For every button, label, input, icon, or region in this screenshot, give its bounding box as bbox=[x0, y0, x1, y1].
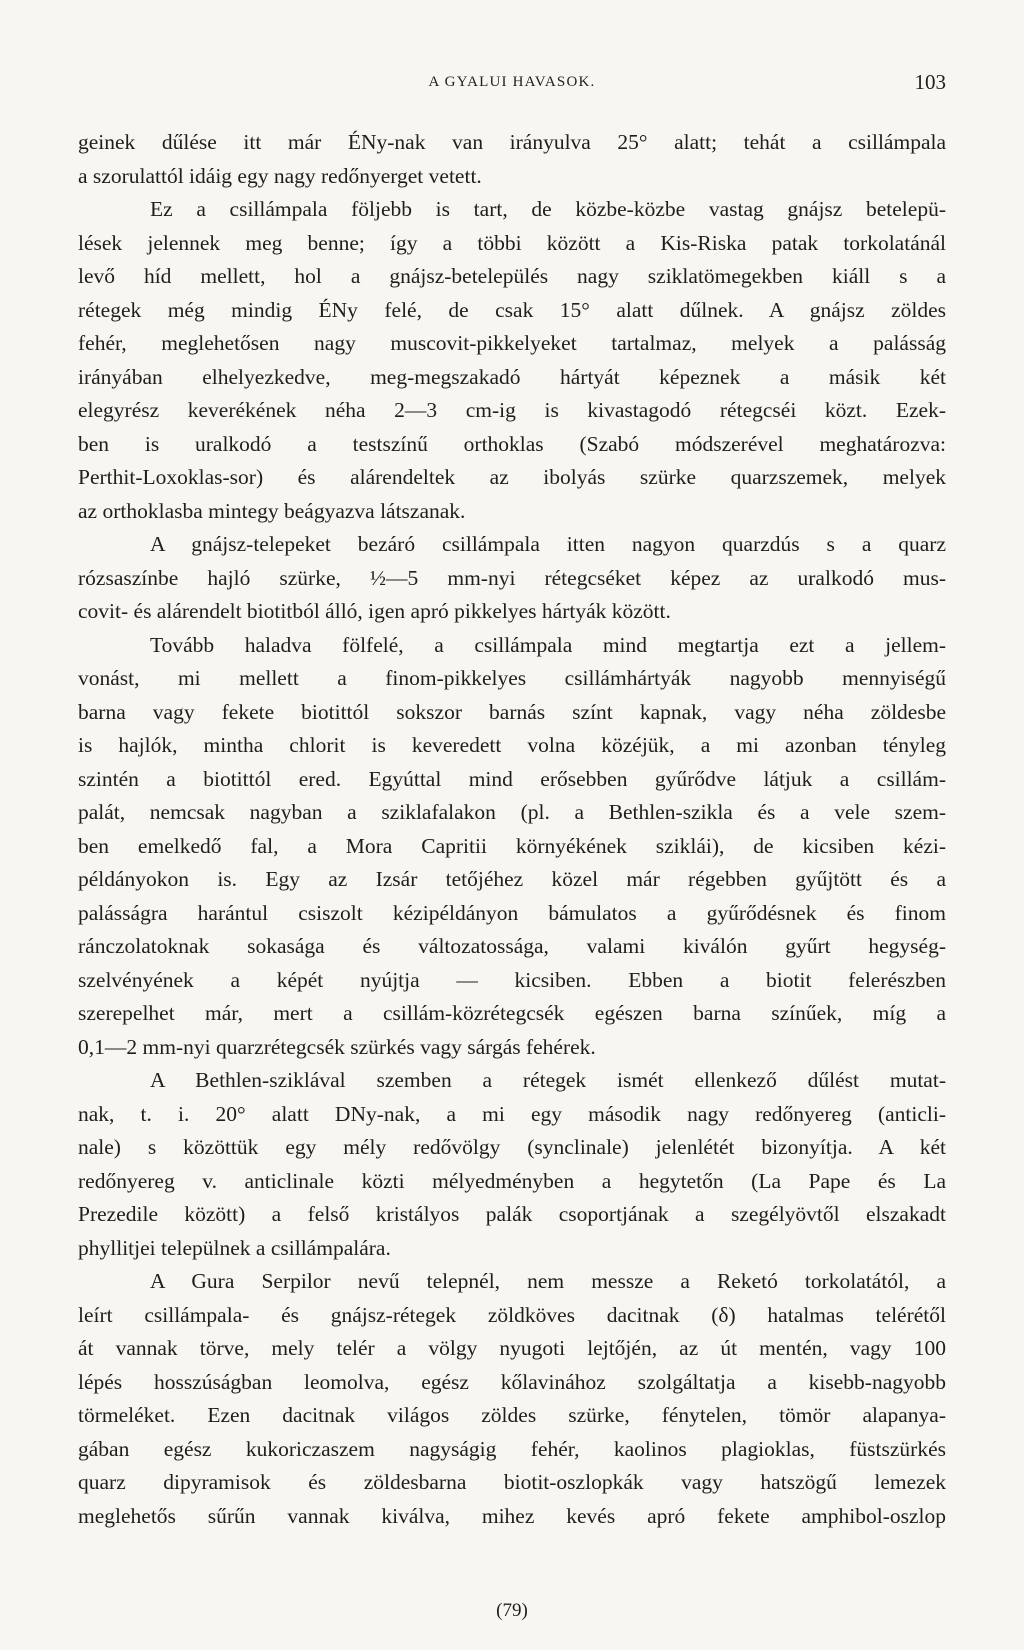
text-line: fehér, meglehetősen nagy muscovit-pikkelyeket tartalmaz, melyek a palásság bbox=[78, 331, 946, 355]
text-line: covit- és alárendelt biotitból álló, igen apró pikkelyes hártyák között. bbox=[78, 599, 671, 623]
text-line: barna vagy fekete biotittól sokszor barnás színt kapnak, vagy néha zöldesbe bbox=[78, 699, 946, 724]
text-line: Tovább haladva fölfelé, a csillámpala mind megtartja ezt a jellem- bbox=[150, 632, 946, 657]
text-line: szintén a biotittól ered. Egyúttal mind erősebben gyűrődve látjuk a csillám- bbox=[78, 766, 946, 791]
text-line: A gnájsz-telepeket bezáró csillámpala itten nagyon quarzdús s a quarz bbox=[150, 532, 946, 556]
text-line: szelvényének a képét nyújtja — kicsiben. Ebben a biotit felerészben bbox=[78, 967, 946, 992]
text-line: redőnyereg v. anticlinale közti mélyedményben a hegytetőn (La Pape és La bbox=[78, 1168, 946, 1193]
running-title: A GYALUI HAVASOK. bbox=[428, 74, 596, 90]
text-line: rózsaszínbe hajló szürke, ½—5 mm-nyi rétegcséket képez az uralkodó mus- bbox=[78, 565, 946, 590]
text-line: Prezedile között) a felső kristályos palák csoportjának a szegélyövtől elszakadt bbox=[78, 1202, 946, 1226]
text-line: ben is uralkodó a testszínű orthoklas (Szabó módszerével meghatározva: bbox=[78, 431, 946, 456]
text-line: ben emelkedő fal, a Mora Capritii környékének sziklái), de kicsiben kézi- bbox=[78, 833, 946, 858]
text-line: irányában elhelyezkedve, meg-megszakadó hártyát képeznek a másik két bbox=[78, 364, 946, 389]
text-line: az orthoklasba mintegy beágyazva látszanak. bbox=[78, 498, 466, 523]
running-head bbox=[78, 70, 946, 96]
text-line: vonást, mi mellett a finom-pikkelyes csillámhártyák nagyobb mennyiségű bbox=[78, 666, 946, 690]
page-number: 103 bbox=[914, 70, 946, 94]
text-line: Perthit-Loxoklas-sor) és alárendeltek az ibolyás szürke quarzszemek, melyek bbox=[78, 465, 946, 489]
text-line: A Gura Serpilor nevű telepnél, nem messze a Reketó torkolatától, a bbox=[150, 1269, 946, 1293]
text-line: Ez a csillámpala följebb is tart, de közbe-közbe vastag gnájsz betelepü- bbox=[150, 197, 946, 221]
page-marker: (79) bbox=[496, 1600, 528, 1621]
text-line: ránczolatoknak sokasága és változatossága, valami kiválón gyűrt hegység- bbox=[78, 934, 946, 958]
text-line: át vannak törve, mely telér a völgy nyugoti lejtőjén, az út mentén, vagy 100 bbox=[78, 1336, 946, 1360]
text-line: palát, nemcsak nagyban a sziklafalakon (pl. a Bethlen-szikla és a vele szem- bbox=[78, 800, 946, 824]
text-line: phyllitjei települnek a csillámpalára. bbox=[78, 1235, 391, 1260]
text-line: lések jelennek meg benne; így a többi között a Kis-Riska patak torkolatánál bbox=[78, 230, 946, 255]
body-text bbox=[78, 126, 946, 1533]
text-line: meglehetős sűrűn vannak kiválva, mihez kevés apró fekete amphibol-oszlop bbox=[78, 1503, 946, 1528]
text-line: lépés hosszúságban leomolva, egész kőlavinához szolgáltatja a kisebb-nagyobb bbox=[78, 1369, 946, 1394]
text-line: nak, t. i. 20° alatt DNy-nak, a mi egy második nagy redőnyereg (anticli- bbox=[78, 1101, 946, 1126]
text-line: szerepelhet már, mert a csillám-közrétegcsék egészen barna színűek, míg a bbox=[78, 1001, 946, 1025]
text-line: quarz dipyramisok és zöldesbarna biotit-oszlopkák vagy hatszögű lemezek bbox=[78, 1470, 946, 1494]
text-line: a szorulattól idáig egy nagy redőnyerget vetett. bbox=[78, 163, 482, 188]
text-line: levő híd mellett, hol a gnájsz-betelepülés nagy sziklatömegekben kiáll s a bbox=[78, 264, 946, 288]
text-line: rétegek még mindig ÉNy felé, de csak 15° alatt dűlnek. A gnájsz zöldes bbox=[78, 297, 946, 322]
text-line: törmeléket. Ezen dacitnak világos zöldes szürke, fénytelen, tömör alapanya- bbox=[78, 1403, 946, 1427]
text-line: palásságra harántul csiszolt kézipéldányon bámulatos a gyűrődésnek és finom bbox=[78, 900, 946, 925]
text-line: példányokon is. Egy az Izsár tetőjéhez közel már régebben gyűjtött és a bbox=[78, 867, 946, 891]
text-line: elegyrész keverékének néha 2—3 cm-ig is kivastagodó rétegcséi közt. Ezek- bbox=[78, 398, 946, 422]
text-line: is hajlók, mintha chlorit is keveredett volna közéjük, a mi azonban tényleg bbox=[78, 733, 946, 757]
text-line: nale) s közöttük egy mély redővölgy (synclinale) jelenlétét bizonyítja. A két bbox=[78, 1135, 946, 1159]
text-line: leírt csillámpala- és gnájsz-rétegek zöldköves dacitnak (δ) hatalmas telérétől bbox=[78, 1302, 946, 1327]
text-line: geinek dűlése itt már ÉNy-nak van irányulva 25° alatt; tehát a csillámpala bbox=[78, 130, 946, 154]
text-line: 0,1—2 mm-nyi quarzrétegcsék szürkés vagy sárgás fehérek. bbox=[78, 1034, 596, 1059]
text-line: gában egész kukoriczaszem nagyságig fehér, kaolinos plagioklas, füstszürkés bbox=[78, 1436, 946, 1461]
text-line: A Bethlen-sziklával szemben a rétegek ismét ellenkező dűlést mutat- bbox=[150, 1068, 946, 1092]
